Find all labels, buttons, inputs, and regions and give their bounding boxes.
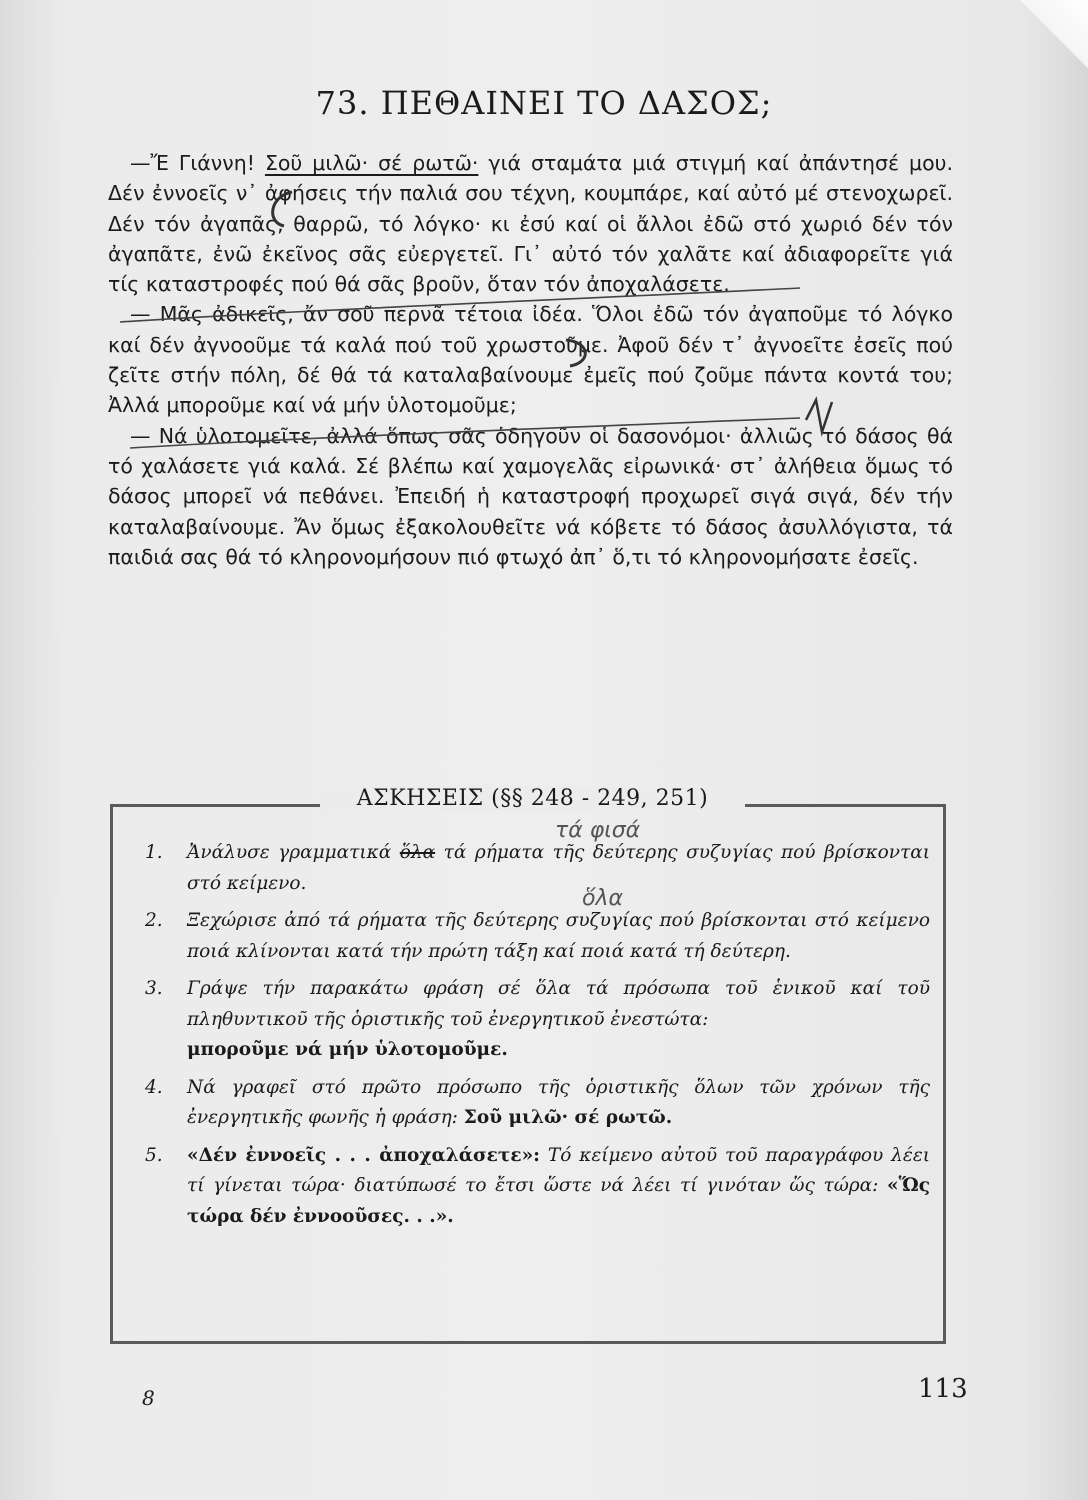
exercise-item: [145, 974, 930, 1066]
exercise-item: [145, 906, 930, 967]
exercise-text: «Δέν ἐννοεῖς . . . ἀποχαλάσετε»: Τό κείμενο αὐτοῦ τοῦ παραγράφου λέει τί γίνεται τώρα· διατύπωσέ το ἔτσι ὥστε νά λέει τί γινόταν ὥς τώρα: «Ὥς τώρα δέν ἐννοοῦσες. . .».: [187, 1144, 930, 1227]
exercise-item: [145, 1141, 930, 1233]
signature-mark: 8: [142, 1386, 155, 1410]
exercise-phrase: «Ὥς τώρα δέν ἐννοοῦσες. . .».: [187, 1175, 930, 1227]
handwritten-note-bottom: ὅλα: [582, 886, 623, 911]
paragraph-3: — Νά ὑλοτομεῖτε, ἀλλά ὅπως σᾶς ὁδηγοῦν οἱ δασονόμοι· ἀλλιῶς τό δάσος θά τό χαλάσετε γιά καλά. Σέ βλέπω καί χαμογελᾶς εἰρωνικά· στ᾽ ἀλήθεια ὅμως τό δάσος μπορεῖ νά πεθάνει. Ἐπειδή ἡ καταστροφή προχωρεῖ σιγά σιγά, δέν τήν καταλαβαίνουμε. Ἄν ὅμως ἐξακολουθεῖτε νά κόβετε τό δάσος ἀσυλλόγιστα, τά παιδιά σας θά τό κληρονομήσουν πιό φτωχό ἀπ᾽ ὅ,τι τό κληρονομήσατε ἐσεῖς.: [108, 423, 953, 569]
handwritten-note-top: τά φισά: [555, 818, 641, 843]
exercise-list: [145, 838, 930, 1239]
chapter-title: 73. ΠΕΘΑΙΝΕΙ ΤΟ ΔΑΣΟΣ;: [315, 84, 773, 122]
exercise-number: 4.: [145, 1076, 163, 1098]
exercise-number: 1.: [145, 842, 163, 863]
bracketed-passage: Δέν ἐννοεῖς ν᾽ ἀφήσεις τήν παλιά σου τέχνη, κουμπάρε, καί αὐτό μέ στενοχωρεῖ. Δέν τόν ἀγαπᾶς, θαρρῶ, τό λόγκο· κι ἐσύ καί οἱ ἄλλοι ἐδῶ στό χωριό δέν τόν ἀγαπᾶτε, ἐνῶ ἐκεῖνος σᾶς εὐεργετεῖ. Γι᾽ αὐτό τόν χαλᾶτε καί ἀδιαφορεῖτε γιά τίς καταστροφές πού θά σᾶς βροῦν, ὅταν τόν ἀποχαλάσετε.: [108, 181, 953, 297]
exercise-number: 5.: [145, 1144, 163, 1166]
exercise-text: Γράψε τήν παρακάτω φράση σέ ὅλα τά πρόσωπα τοῦ ἑνικοῦ καί τοῦ πληθυντικοῦ τῆς ὁριστικῆς τοῦ ἐνεργητικοῦ ἐνεστώτα: μποροῦμε νά μήν ὑλοτομοῦμε.: [187, 978, 930, 1060]
page-number: 113: [918, 1374, 968, 1404]
exercise-phrase: μποροῦμε νά μήν ὑλοτομοῦμε.: [187, 1039, 508, 1060]
underlined-phrase: Σοῦ μιλῶ· σέ ρωτῶ·: [264, 151, 479, 175]
struck-word: ὅλα: [399, 842, 436, 863]
exercise-phrase: Σοῦ μιλῶ· σέ ρωτῶ.: [463, 1107, 673, 1128]
paragraph-1: —Ἔ Γιάννη! Σοῦ μιλῶ· σέ ρωτῶ· γιά σταμάτα μιά στιγμή καί ἀπάντησέ μου. Δέν ἐννοεῖς ν᾽ ἀφήσεις τήν παλιά σου τέχνη, κουμπάρε, καί αὐτό μέ στενοχωρεῖ. Δέν τόν ἀγαπᾶς, θαρρῶ, τό λόγκο· κι ἐσύ καί οἱ ἄλλοι ἐδῶ στό χωριό δέν τόν ἀγαπᾶτε, ἐνῶ ἐκεῖνος σᾶς εὐεργετεῖ. Γι᾽ αὐτό τόν χαλᾶτε καί ἀδιαφορεῖτε γιά τίς καταστροφές πού θά σᾶς βροῦν, ὅταν τόν ἀποχαλάσετε.: [108, 151, 954, 297]
exercise-phrase: «Δέν ἐννοεῖς . . . ἀποχαλάσετε»:: [187, 1144, 540, 1166]
exercise-number: 3.: [145, 978, 163, 999]
exercise-item: [145, 838, 930, 899]
exercise-text: Ξεχώρισε ἀπό τά ρήματα τῆς δεύτερης συζυγίας πού βρίσκονται στό κείμενο ποιά κλίνονται κατά τήν πρώτη τάξη καί ποιά κατά τή δεύτερη.: [187, 910, 930, 962]
exercises-header: ΑΣΚΗΣΕΙΣ (§§ 248 - 249, 251): [320, 786, 745, 811]
folded-corner: [1008, 0, 1088, 70]
story-text: [108, 148, 953, 572]
paragraph-2: — Μᾶς ἀδικεῖς, ἄν σοῦ περνᾶ τέτοια ἰδέα. Ὅλοι ἐδῶ τόν ἀγαποῦμε τό λόγκο καί δέν ἀγνοοῦμε τά καλά πού τοῦ χρωστοῦμε. Ἀφοῦ δέν τ᾽ ἀγνοεῖτε ἐσεῖς πού ζεῖτε στήν πόλη, δέ θά τά καταλαβαίνουμε ἐμεῖς πού ζοῦμε πάντα κοντά του; Ἀλλά μποροῦμε καί νά μήν ὑλοτομοῦμε;: [108, 302, 953, 418]
exercise-number: 2.: [145, 910, 163, 931]
exercise-text: Ἀνάλυσε γραμματικά ὅλα τά ρήματα τῆς δεύτερης συζυγίας πού βρίσκονται στό κείμενο.: [187, 842, 931, 894]
exercise-item: [145, 1073, 930, 1134]
exercise-text: Νά γραφεῖ στό πρῶτο πρόσωπο τῆς ὁριστικῆς ὅλων τῶν χρόνων τῆς ἐνεργητικῆς φωνῆς ἡ φράση: Σοῦ μιλῶ· σέ ρωτῶ.: [187, 1076, 930, 1128]
